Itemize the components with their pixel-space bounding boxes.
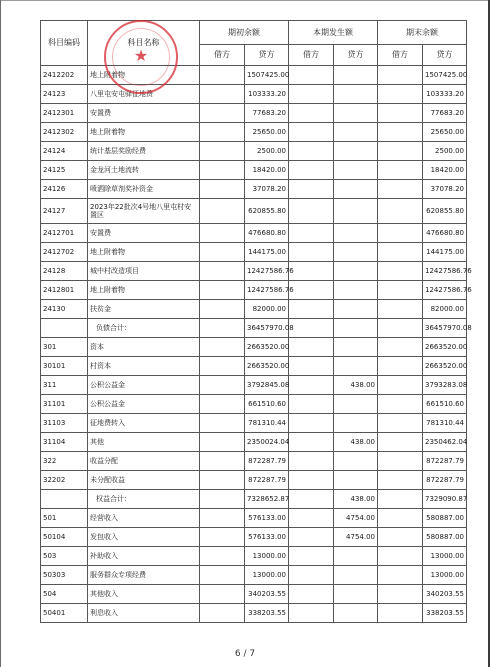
cell-opening-credit: 13000.00 (245, 566, 289, 585)
cell-current-debit (289, 395, 334, 414)
table-row (41, 528, 467, 547)
table-row (41, 161, 467, 180)
cell-name: 权益合计： (88, 490, 200, 509)
cell-opening-debit (200, 471, 245, 490)
cell-closing-debit (378, 104, 423, 123)
table-row (41, 452, 467, 471)
cell-opening-credit: 2663520.00 (245, 338, 289, 357)
cell-opening-credit: 2663520.00 (245, 357, 289, 376)
cell-closing-debit (378, 509, 423, 528)
cell-closing-debit (378, 376, 423, 395)
cell-current-credit (334, 199, 378, 224)
cell-current-credit (334, 319, 378, 338)
scan-edge-top (0, 0, 490, 1)
cell-closing-debit (378, 66, 423, 85)
cell-closing-debit (378, 414, 423, 433)
cell-current-debit (289, 471, 334, 490)
cell-current-debit (289, 509, 334, 528)
cell-closing-credit: 77683.20 (423, 104, 467, 123)
table-row (41, 262, 467, 281)
cell-current-debit (289, 123, 334, 142)
cell-current-debit (289, 433, 334, 452)
cell-current-debit (289, 180, 334, 199)
cell-opening-debit (200, 180, 245, 199)
cell-opening-credit: 661510.60 (245, 395, 289, 414)
cell-closing-debit (378, 357, 423, 376)
cell-name: 经营收入 (88, 509, 200, 528)
cell-opening-credit: 77683.20 (245, 104, 289, 123)
cell-opening-debit (200, 585, 245, 604)
cell-closing-credit: 144175.00 (423, 243, 467, 262)
cell-name: 喷洒除草剂奖补资金 (88, 180, 200, 199)
cell-code: 501 (41, 509, 88, 528)
cell-closing-credit: 620855.80 (423, 199, 467, 224)
cell-opening-debit (200, 376, 245, 395)
cell-name: 地上附着物 (88, 243, 200, 262)
cell-code: 31101 (41, 395, 88, 414)
cell-opening-debit (200, 281, 245, 300)
cell-code: 24128 (41, 262, 88, 281)
cell-current-debit (289, 319, 334, 338)
cell-opening-debit (200, 142, 245, 161)
cell-code: 30101 (41, 357, 88, 376)
cell-current-credit (334, 161, 378, 180)
cell-name: 八里屯安屯驿征地费 (88, 85, 200, 104)
cell-code: 2412701 (41, 224, 88, 243)
cell-opening-credit: 12427586.76 (245, 262, 289, 281)
cell-closing-credit: 82000.00 (423, 300, 467, 319)
cell-opening-debit (200, 357, 245, 376)
cell-name: 金龙河土地流转 (88, 161, 200, 180)
header-opening-credit: 贷方 (245, 45, 289, 66)
cell-code: 24124 (41, 142, 88, 161)
cell-current-credit (334, 452, 378, 471)
cell-current-credit (334, 547, 378, 566)
cell-current-debit (289, 85, 334, 104)
cell-closing-credit: 12427586.76 (423, 262, 467, 281)
cell-opening-credit: 144175.00 (245, 243, 289, 262)
cell-opening-credit: 36457970.08 (245, 319, 289, 338)
cell-name: 扶贫金 (88, 300, 200, 319)
cell-current-credit (334, 142, 378, 161)
cell-current-credit (334, 604, 378, 623)
cell-current-debit (289, 357, 334, 376)
cell-closing-debit (378, 490, 423, 509)
table-header (41, 21, 467, 66)
cell-opening-debit (200, 243, 245, 262)
cell-name: 资本 (88, 338, 200, 357)
cell-closing-debit (378, 604, 423, 623)
cell-opening-credit: 12427586.76 (245, 281, 289, 300)
table-row (41, 142, 467, 161)
cell-closing-debit (378, 547, 423, 566)
cell-closing-credit: 2500.00 (423, 142, 467, 161)
cell-closing-debit (378, 528, 423, 547)
cell-closing-debit (378, 395, 423, 414)
cell-name: 负债合计： (88, 319, 200, 338)
cell-current-credit (334, 123, 378, 142)
cell-current-debit (289, 262, 334, 281)
cell-opening-debit (200, 319, 245, 338)
cell-opening-debit (200, 66, 245, 85)
cell-name: 城中村改造项目 (88, 262, 200, 281)
cell-code: 32202 (41, 471, 88, 490)
table-row (41, 66, 467, 85)
cell-closing-debit (378, 300, 423, 319)
cell-closing-credit: 338203.55 (423, 604, 467, 623)
cell-closing-credit: 2663520.00 (423, 338, 467, 357)
cell-name: 公积公益金 (88, 376, 200, 395)
cell-current-credit (334, 414, 378, 433)
cell-current-debit (289, 243, 334, 262)
header-current-debit: 借方 (289, 45, 334, 66)
cell-current-debit (289, 338, 334, 357)
header-code: 科目编码 (41, 21, 88, 66)
cell-current-credit (334, 180, 378, 199)
seal-star-icon: ★ (133, 46, 149, 65)
cell-opening-debit (200, 414, 245, 433)
cell-current-credit (334, 262, 378, 281)
cell-current-debit (289, 224, 334, 243)
cell-code: 24127 (41, 199, 88, 224)
cell-current-debit (289, 281, 334, 300)
cell-closing-credit: 476680.80 (423, 224, 467, 243)
table-row (41, 509, 467, 528)
table-row (41, 123, 467, 142)
cell-closing-debit (378, 281, 423, 300)
cell-code (41, 490, 88, 509)
cell-name: 其他 (88, 433, 200, 452)
cell-opening-debit (200, 395, 245, 414)
cell-opening-debit (200, 224, 245, 243)
cell-opening-debit (200, 85, 245, 104)
cell-closing-credit: 36457970.08 (423, 319, 467, 338)
cell-closing-debit (378, 319, 423, 338)
cell-current-credit: 438.00 (334, 376, 378, 395)
header-closing-debit: 借方 (378, 45, 423, 66)
cell-opening-debit (200, 199, 245, 224)
cell-closing-credit: 872287.79 (423, 471, 467, 490)
cell-closing-credit: 2663520.00 (423, 357, 467, 376)
cell-name: 服务群众专项经费 (88, 566, 200, 585)
cell-opening-debit (200, 452, 245, 471)
cell-current-debit (289, 376, 334, 395)
cell-closing-credit: 661510.60 (423, 395, 467, 414)
cell-code: 50401 (41, 604, 88, 623)
cell-current-credit (334, 66, 378, 85)
cell-current-credit: 438.00 (334, 490, 378, 509)
cell-closing-debit (378, 224, 423, 243)
cell-closing-credit: 13000.00 (423, 566, 467, 585)
cell-opening-credit: 13000.00 (245, 547, 289, 566)
table-row (41, 85, 467, 104)
table-row (41, 566, 467, 585)
table-row (41, 281, 467, 300)
cell-current-credit (334, 338, 378, 357)
cell-opening-credit: 872287.79 (245, 452, 289, 471)
table-row (41, 300, 467, 319)
cell-opening-debit (200, 433, 245, 452)
cell-opening-credit: 338203.55 (245, 604, 289, 623)
cell-current-debit (289, 414, 334, 433)
cell-closing-debit (378, 199, 423, 224)
cell-current-credit (334, 104, 378, 123)
table-row (41, 547, 467, 566)
cell-closing-debit (378, 161, 423, 180)
scan-edge-left (0, 0, 1, 667)
cell-opening-credit: 620855.80 (245, 199, 289, 224)
table-row (41, 319, 467, 338)
cell-current-debit (289, 604, 334, 623)
cell-opening-debit (200, 547, 245, 566)
header-closing-credit: 贷方 (423, 45, 467, 66)
cell-name: 安置费 (88, 224, 200, 243)
cell-name: 利息收入 (88, 604, 200, 623)
cell-opening-credit: 476680.80 (245, 224, 289, 243)
cell-opening-credit: 340203.55 (245, 585, 289, 604)
header-name: 科目名称 (88, 21, 200, 66)
table-row (41, 180, 467, 199)
cell-code: 301 (41, 338, 88, 357)
cell-opening-debit (200, 262, 245, 281)
cell-opening-debit (200, 123, 245, 142)
cell-current-debit (289, 199, 334, 224)
cell-current-credit: 4754.00 (334, 509, 378, 528)
cell-name: 地上附着物 (88, 281, 200, 300)
cell-name: 其他收入 (88, 585, 200, 604)
cell-opening-debit (200, 566, 245, 585)
cell-opening-debit (200, 490, 245, 509)
cell-current-credit: 438.00 (334, 433, 378, 452)
cell-code: 24125 (41, 161, 88, 180)
cell-current-debit (289, 66, 334, 85)
table-row (41, 224, 467, 243)
table-row (41, 414, 467, 433)
cell-opening-debit (200, 104, 245, 123)
cell-current-debit (289, 528, 334, 547)
header-closing: 期末余额 (378, 21, 467, 45)
cell-name: 2023年22批次4号地八里屯村安置区 (88, 199, 200, 224)
cell-closing-credit: 872287.79 (423, 452, 467, 471)
cell-closing-credit: 2350462.04 (423, 433, 467, 452)
cell-opening-debit (200, 509, 245, 528)
cell-opening-debit (200, 300, 245, 319)
cell-opening-credit: 2500.00 (245, 142, 289, 161)
cell-code: 50303 (41, 566, 88, 585)
cell-code: 2412801 (41, 281, 88, 300)
cell-code: 2412301 (41, 104, 88, 123)
cell-opening-credit: 1507425.00 (245, 66, 289, 85)
cell-opening-credit: 82000.00 (245, 300, 289, 319)
cell-code (41, 319, 88, 338)
header-opening-debit: 借方 (200, 45, 245, 66)
page-number: 6 / 7 (234, 649, 256, 659)
cell-code: 504 (41, 585, 88, 604)
cell-opening-credit: 37078.20 (245, 180, 289, 199)
balance-table (40, 20, 472, 623)
cell-closing-credit: 18420.00 (423, 161, 467, 180)
cell-current-credit (334, 471, 378, 490)
cell-current-credit (334, 585, 378, 604)
cell-opening-debit (200, 528, 245, 547)
cell-code: 503 (41, 547, 88, 566)
cell-closing-debit (378, 142, 423, 161)
header-current: 本期发生额 (289, 21, 378, 45)
cell-code: 322 (41, 452, 88, 471)
cell-name: 公积公益金 (88, 395, 200, 414)
cell-closing-debit (378, 433, 423, 452)
cell-closing-credit: 7329090.87 (423, 490, 467, 509)
cell-current-credit (334, 243, 378, 262)
cell-name: 村资本 (88, 357, 200, 376)
cell-opening-debit (200, 161, 245, 180)
cell-code: 24126 (41, 180, 88, 199)
cell-current-credit (334, 85, 378, 104)
cell-opening-credit: 7328652.87 (245, 490, 289, 509)
cell-current-credit (334, 300, 378, 319)
cell-closing-debit (378, 180, 423, 199)
cell-code: 2412202 (41, 66, 88, 85)
cell-name: 未分配收益 (88, 471, 200, 490)
cell-current-debit (289, 547, 334, 566)
cell-closing-debit (378, 452, 423, 471)
cell-opening-credit: 872287.79 (245, 471, 289, 490)
cell-code: 50104 (41, 528, 88, 547)
cell-opening-credit: 103333.20 (245, 85, 289, 104)
cell-name: 地上附着物 (88, 66, 200, 85)
cell-closing-debit (378, 338, 423, 357)
table-row (41, 490, 467, 509)
cell-code: 31103 (41, 414, 88, 433)
cell-opening-debit (200, 338, 245, 357)
table-row (41, 104, 467, 123)
cell-opening-credit: 18420.00 (245, 161, 289, 180)
cell-closing-debit (378, 585, 423, 604)
cell-code: 24123 (41, 85, 88, 104)
cell-name: 地上附着物 (88, 123, 200, 142)
header-current-credit: 贷方 (334, 45, 378, 66)
table-body (41, 66, 472, 623)
cell-closing-credit: 12427586.76 (423, 281, 467, 300)
cell-closing-debit (378, 123, 423, 142)
cell-opening-credit: 2350024.04 (245, 433, 289, 452)
cell-opening-credit: 781310.44 (245, 414, 289, 433)
cell-closing-credit: 580887.00 (423, 509, 467, 528)
cell-closing-credit: 1507425.00 (423, 66, 467, 85)
cell-closing-credit: 37078.20 (423, 180, 467, 199)
cell-closing-credit: 781310.44 (423, 414, 467, 433)
cell-name: 安置费 (88, 104, 200, 123)
cell-current-credit (334, 357, 378, 376)
table-row (41, 243, 467, 262)
table-row (41, 604, 467, 623)
cell-opening-debit (200, 604, 245, 623)
cell-name: 补助收入 (88, 547, 200, 566)
cell-name: 收益分配 (88, 452, 200, 471)
cell-opening-credit: 576133.00 (245, 528, 289, 547)
cell-opening-credit: 576133.00 (245, 509, 289, 528)
cell-closing-credit: 3793283.08 (423, 376, 467, 395)
cell-current-debit (289, 161, 334, 180)
cell-current-debit (289, 566, 334, 585)
cell-current-debit (289, 104, 334, 123)
cell-current-debit (289, 142, 334, 161)
cell-closing-credit: 103333.20 (423, 85, 467, 104)
cell-opening-credit: 25650.00 (245, 123, 289, 142)
cell-closing-credit: 13000.00 (423, 547, 467, 566)
header-opening: 期初余额 (200, 21, 289, 45)
cell-closing-debit (378, 85, 423, 104)
cell-current-credit (334, 566, 378, 585)
cell-closing-debit (378, 471, 423, 490)
cell-closing-debit (378, 243, 423, 262)
cell-closing-debit (378, 566, 423, 585)
cell-current-credit (334, 395, 378, 414)
cell-name: 征地费转入 (88, 414, 200, 433)
table-row (41, 395, 467, 414)
cell-current-debit (289, 452, 334, 471)
cell-current-debit (289, 585, 334, 604)
table-row (41, 471, 467, 490)
cell-code: 311 (41, 376, 88, 395)
cell-current-credit (334, 281, 378, 300)
cell-current-credit (334, 224, 378, 243)
cell-code: 2412302 (41, 123, 88, 142)
cell-opening-credit: 3792845.08 (245, 376, 289, 395)
table-row (41, 433, 467, 452)
cell-name: 发包收入 (88, 528, 200, 547)
table-row (41, 376, 467, 395)
cell-closing-debit (378, 262, 423, 281)
table-row (41, 357, 467, 376)
cell-code: 2412702 (41, 243, 88, 262)
cell-name: 统计基层奖励经费 (88, 142, 200, 161)
table-row (41, 338, 467, 357)
cell-current-debit (289, 300, 334, 319)
cell-closing-credit: 25650.00 (423, 123, 467, 142)
cell-closing-credit: 580887.00 (423, 528, 467, 547)
cell-closing-credit: 340203.55 (423, 585, 467, 604)
table-row (41, 585, 467, 604)
cell-current-debit (289, 490, 334, 509)
cell-current-credit: 4754.00 (334, 528, 378, 547)
cell-code: 31104 (41, 433, 88, 452)
table-row (41, 199, 467, 224)
cell-code: 24130 (41, 300, 88, 319)
